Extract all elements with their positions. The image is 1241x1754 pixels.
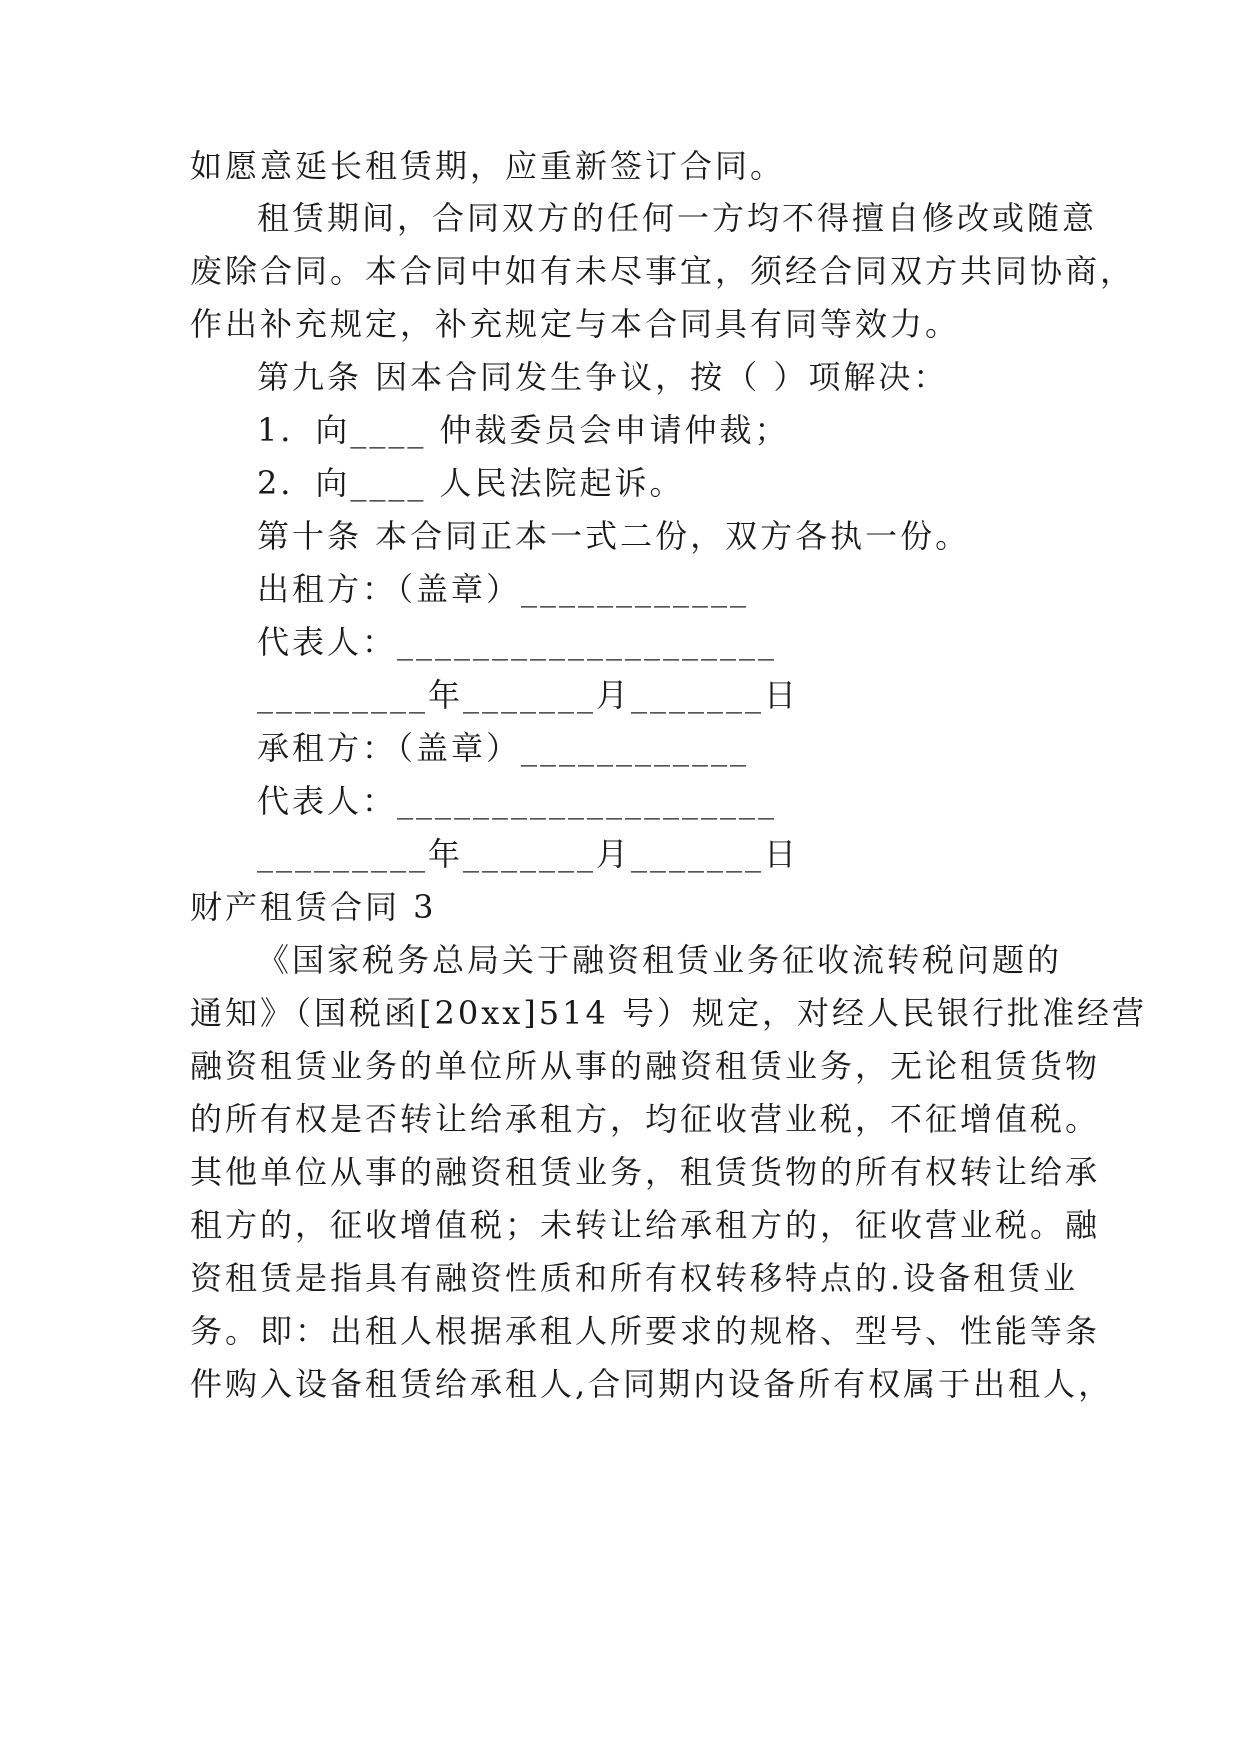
section-title: 财产租赁合同 3 <box>190 888 437 926</box>
paragraph-line: 务。即：出租人根据承租人所要求的规格、型号、性能等条 <box>190 1312 1101 1350</box>
paragraph-line: 废除合同。本合同中如有未尽事宜，须经合同双方共同协商， <box>190 252 1136 290</box>
paragraph-line: 通知》（国税函[20xx]514 号）规定，对经人民银行批准经营 <box>190 994 1148 1032</box>
paragraph-line: 融资租赁业务的单位所从事的融资租赁业务，无论租赁货物 <box>190 1047 1101 1085</box>
lessee-seal-line: 承租方：（盖章）____________ <box>257 729 750 767</box>
paragraph-line: 租方的，征收增值税；未转让给承租方的，征收营业税。融 <box>190 1206 1101 1244</box>
paragraph-line: 如愿意延长租赁期，应重新签订合同。 <box>190 147 786 185</box>
article-10-heading: 第十条 本合同正本一式二份，双方各执一份。 <box>257 517 971 555</box>
paragraph-line: 《国家税务总局关于融资租赁业务征收流转税问题的 <box>257 941 1063 979</box>
paragraph-line: 其他单位从事的融资租赁业务，租赁货物的所有权转让给承 <box>190 1153 1101 1191</box>
lessor-date-line: _________年_______月_______日 <box>257 676 800 714</box>
lessee-representative-line: 代表人：____________________ <box>257 782 778 820</box>
article-9-heading: 第九条 因本合同发生争议，按（ ）项解决： <box>257 358 949 396</box>
lessor-seal-line: 出租方：（盖章）____________ <box>257 570 750 608</box>
list-item: 1．向____ 仲裁委员会申请仲裁； <box>257 411 790 449</box>
paragraph-line: 资租赁是指具有融资性质和所有权转移特点的.设备租赁业 <box>190 1259 1079 1297</box>
paragraph-line: 的所有权是否转让给承租方，均征收营业税，不征增值税。 <box>190 1100 1101 1138</box>
lessee-date-line: _________年_______月_______日 <box>257 835 800 873</box>
paragraph-line: 件购入设备租赁给承租人,合同期内设备所有权属于出租人， <box>190 1365 1114 1403</box>
lessor-representative-line: 代表人：____________________ <box>257 623 778 661</box>
list-item: 2．向____ 人民法院起诉。 <box>257 464 685 502</box>
paragraph-line: 作出补充规定，补充规定与本合同具有同等效力。 <box>190 305 961 343</box>
paragraph-line: 租赁期间，合同双方的任何一方均不得擅自修改或随意 <box>257 199 1098 237</box>
